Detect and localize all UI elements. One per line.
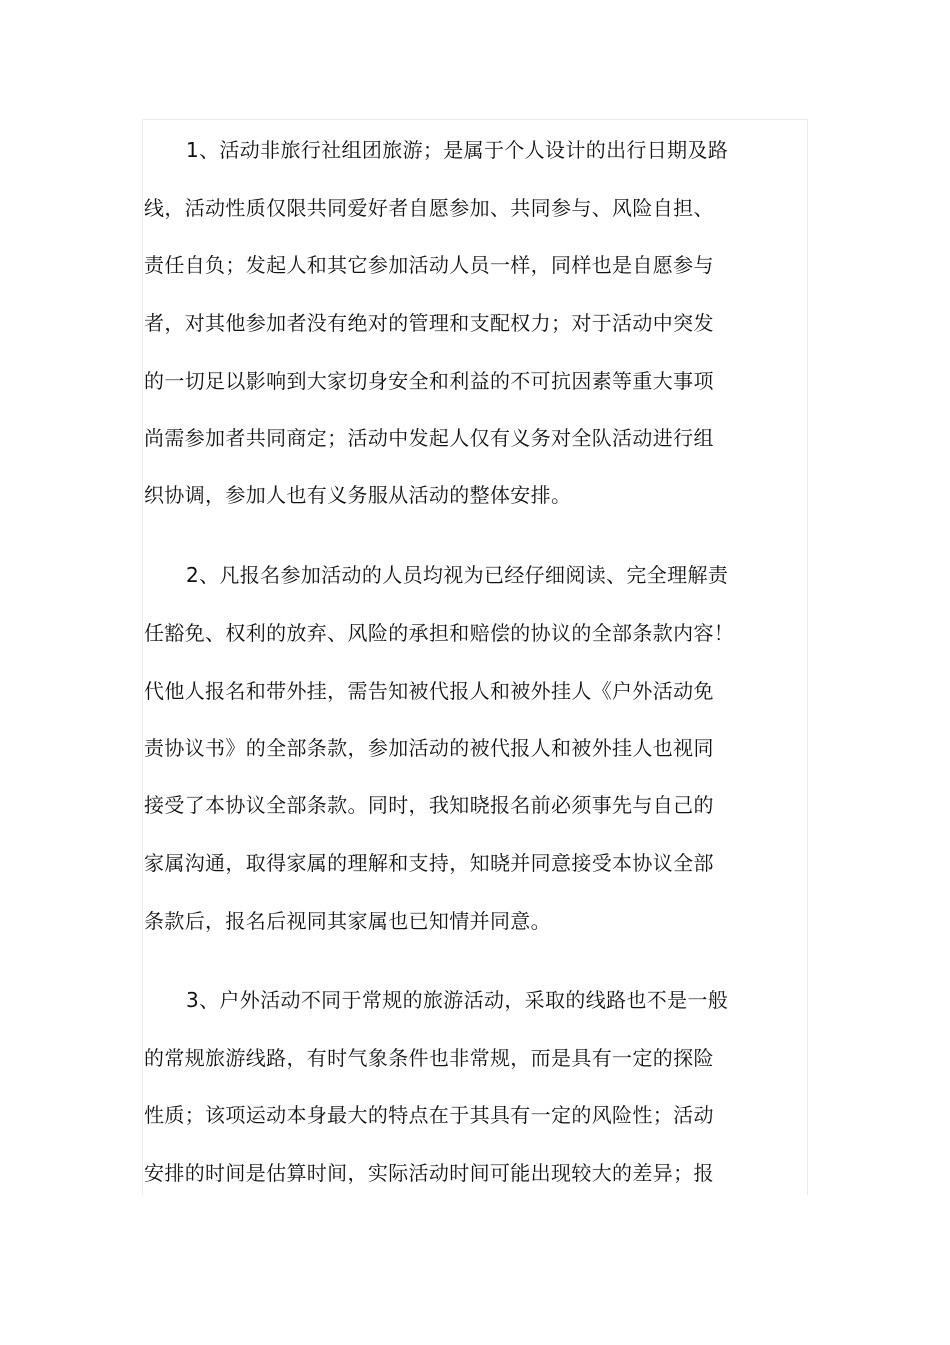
paragraph-3-line-3: 性质；该项运动本身最大的特点在于其具有一定的风险性；活动 <box>144 1103 714 1127</box>
paragraph-1-line-7: 织协调，参加人也有义务服从活动的整体安排。 <box>144 483 572 507</box>
paragraph-2-line-6: 家属沟通，取得家属的理解和支持，知晓并同意接受本协议全部 <box>144 851 714 875</box>
paragraph-2-line-5: 接受了本协议全部条款。同时，我知晓报名前必须事先与自己的 <box>144 793 714 817</box>
page-frame <box>142 119 808 1195</box>
paragraph-2-line-2: 任豁免、权利的放弃、风险的承担和赔偿的协议的全部条款内容！ <box>144 621 735 645</box>
paragraph-1-line-2: 线，活动性质仅限共同爱好者自愿参加、共同参与、风险自担、 <box>144 196 714 220</box>
paragraph-1-line-4: 者，对其他参加者没有绝对的管理和支配权力；对于活动中突发 <box>144 311 714 335</box>
paragraph-3-line-4: 安排的时间是估算时间，实际活动时间可能出现较大的差异；报 <box>144 1161 714 1185</box>
paragraph-2-line-4: 责协议书》的全部条款，参加活动的被代报人和被外挂人也视同 <box>144 736 714 760</box>
paragraph-1-line-6: 尚需参加者共同商定；活动中发起人仅有义务对全队活动进行组 <box>144 426 714 450</box>
paragraph-3-line-2: 的常规旅游线路，有时气象条件也非常规，而是具有一定的探险 <box>144 1046 714 1070</box>
paragraph-1-line-1: 1、活动非旅行社组团旅游；是属于个人设计的出行日期及路 <box>186 138 729 162</box>
paragraph-1-line-5: 的一切足以影响到大家切身安全和利益的不可抗因素等重大事项 <box>144 369 714 393</box>
paragraph-3-line-1: 3、户外活动不同于常规的旅游活动，采取的线路也不是一般 <box>186 988 729 1012</box>
paragraph-2-line-7: 条款后，报名后视同其家属也已知情并同意。 <box>144 909 551 933</box>
paragraph-2-line-3: 代他人报名和带外挂，需告知被代报人和被外挂人《户外活动免 <box>144 679 714 703</box>
paragraph-1-line-3: 责任自负；发起人和其它参加活动人员一样，同样也是自愿参与 <box>144 253 714 277</box>
paragraph-2-line-1: 2、凡报名参加活动的人员均视为已经仔细阅读、完全理解责 <box>186 563 729 587</box>
